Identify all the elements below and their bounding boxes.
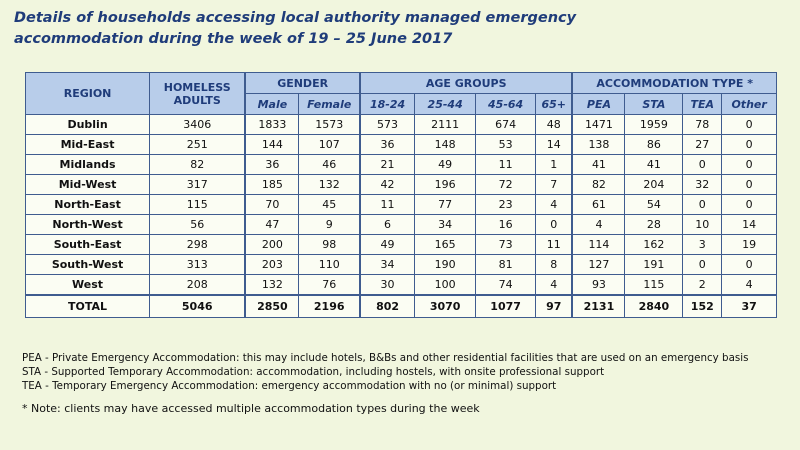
table-row <box>26 215 777 235</box>
tea-cell: 3 <box>683 235 722 255</box>
male-cell: 36 <box>245 155 299 175</box>
age-25-44-cell: 165 <box>415 235 476 255</box>
other-cell: 0 <box>722 115 777 135</box>
gender-header: GENDER <box>245 73 360 94</box>
note-asterisk: * Note: clients may have accessed multiple accommodation types during the week <box>22 402 480 415</box>
region-cell: North-West <box>26 215 150 235</box>
title-line-2: accommodation during the week of 19 – 25 June 2017 <box>14 31 453 47</box>
pea-cell: 4 <box>572 215 625 235</box>
sta-cell: 86 <box>625 135 683 155</box>
pea-cell: 61 <box>572 195 625 215</box>
age-65-plus-cell: 48 <box>536 115 573 135</box>
title-line-1: Details of households accessing local authority managed emergency <box>14 10 577 26</box>
age-65-plus-cell: 14 <box>536 135 573 155</box>
age-45-64-cell: 74 <box>476 275 536 296</box>
tea-cell: 0 <box>683 255 722 275</box>
male-cell: 70 <box>245 195 299 215</box>
age-45-64-cell: 23 <box>476 195 536 215</box>
male-cell: 1833 <box>245 115 299 135</box>
male-cell: 132 <box>245 275 299 296</box>
age-45-64-cell: 72 <box>476 175 536 195</box>
pea-cell: 1471 <box>572 115 625 135</box>
table-row <box>26 155 777 175</box>
age-18-24-cell: 36 <box>360 135 415 155</box>
age-65-plus-cell: 97 <box>536 295 573 318</box>
other-cell: 37 <box>722 295 777 318</box>
tea-cell: 0 <box>683 195 722 215</box>
female-cell: 46 <box>299 155 360 175</box>
age-25-44-cell: 2111 <box>415 115 476 135</box>
age-65-plus-cell: 8 <box>536 255 573 275</box>
footnotes <box>22 351 792 416</box>
age-groups-header: AGE GROUPS <box>360 73 572 94</box>
male-header: Male <box>245 94 299 115</box>
table-row <box>26 135 777 155</box>
female-cell: 110 <box>299 255 360 275</box>
female-cell: 2196 <box>299 295 360 318</box>
pea-cell: 41 <box>572 155 625 175</box>
age-18-24-cell: 30 <box>360 275 415 296</box>
sta-cell: 54 <box>625 195 683 215</box>
pea-cell: 93 <box>572 275 625 296</box>
age-65-plus-cell: 1 <box>536 155 573 175</box>
age-45-64-cell: 53 <box>476 135 536 155</box>
sta-cell: 162 <box>625 235 683 255</box>
male-cell: 47 <box>245 215 299 235</box>
female-header: Female <box>299 94 360 115</box>
table-row <box>26 195 777 215</box>
age-45-64-cell: 73 <box>476 235 536 255</box>
other-cell: 0 <box>722 255 777 275</box>
other-cell: 19 <box>722 235 777 255</box>
age-18-24-header: 18-24 <box>360 94 415 115</box>
age-25-44-cell: 100 <box>415 275 476 296</box>
age-45-64-header: 45-64 <box>476 94 536 115</box>
tea-header: TEA <box>683 94 722 115</box>
region-cell: Mid-West <box>26 175 150 195</box>
homeless-adults-cell: 56 <box>150 215 246 235</box>
age-25-44-cell: 49 <box>415 155 476 175</box>
other-cell: 14 <box>722 215 777 235</box>
accommodation-type-header: ACCOMMODATION TYPE * <box>572 73 776 94</box>
female-cell: 98 <box>299 235 360 255</box>
age-45-64-cell: 674 <box>476 115 536 135</box>
age-45-64-cell: 16 <box>476 215 536 235</box>
table-row <box>26 175 777 195</box>
sta-header: STA <box>625 94 683 115</box>
region-header: REGION <box>26 73 150 115</box>
female-cell: 9 <box>299 215 360 235</box>
other-cell: 0 <box>722 135 777 155</box>
male-cell: 203 <box>245 255 299 275</box>
age-45-64-cell: 81 <box>476 255 536 275</box>
homeless-adults-cell: 251 <box>150 135 246 155</box>
tea-cell: 2 <box>683 275 722 296</box>
sta-cell: 1959 <box>625 115 683 135</box>
female-cell: 1573 <box>299 115 360 135</box>
homeless-adults-cell: 115 <box>150 195 246 215</box>
age-65-plus-header: 65+ <box>536 94 573 115</box>
age-18-24-cell: 802 <box>360 295 415 318</box>
region-cell: West <box>26 275 150 296</box>
tea-cell: 0 <box>683 155 722 175</box>
other-cell: 0 <box>722 175 777 195</box>
age-25-44-cell: 190 <box>415 255 476 275</box>
age-18-24-cell: 34 <box>360 255 415 275</box>
table-row <box>26 235 777 255</box>
region-cell: TOTAL <box>26 295 150 318</box>
age-65-plus-cell: 0 <box>536 215 573 235</box>
region-cell: Dublin <box>26 115 150 135</box>
region-cell: South-West <box>26 255 150 275</box>
table-row <box>26 275 777 296</box>
note-pea: PEA - Private Emergency Accommodation: this may include hotels, B&Bs and other residential facilities that are used on an emergency basis <box>22 352 749 364</box>
age-65-plus-cell: 7 <box>536 175 573 195</box>
age-18-24-cell: 573 <box>360 115 415 135</box>
sta-cell: 2840 <box>625 295 683 318</box>
age-18-24-cell: 21 <box>360 155 415 175</box>
region-cell: North-East <box>26 195 150 215</box>
homeless-adults-cell: 5046 <box>150 295 246 318</box>
age-45-64-cell: 1077 <box>476 295 536 318</box>
male-cell: 144 <box>245 135 299 155</box>
note-tea: TEA - Temporary Emergency Accommodation: emergency accommodation with no (or minimal) support <box>22 380 557 392</box>
age-25-44-cell: 77 <box>415 195 476 215</box>
age-65-plus-cell: 4 <box>536 195 573 215</box>
age-45-64-cell: 11 <box>476 155 536 175</box>
sta-cell: 204 <box>625 175 683 195</box>
age-25-44-cell: 3070 <box>415 295 476 318</box>
pea-cell: 82 <box>572 175 625 195</box>
other-cell: 0 <box>722 195 777 215</box>
homeless-adults-cell: 208 <box>150 275 246 296</box>
pea-header: PEA <box>572 94 625 115</box>
female-cell: 132 <box>299 175 360 195</box>
other-header: Other <box>722 94 777 115</box>
table-row <box>26 115 777 135</box>
tea-cell: 32 <box>683 175 722 195</box>
tea-cell: 152 <box>683 295 722 318</box>
table-row <box>26 255 777 275</box>
homeless-header-line2: ADULTS <box>173 93 221 107</box>
pea-cell: 2131 <box>572 295 625 318</box>
sta-cell: 41 <box>625 155 683 175</box>
age-18-24-cell: 6 <box>360 215 415 235</box>
age-25-44-cell: 34 <box>415 215 476 235</box>
sta-cell: 191 <box>625 255 683 275</box>
sta-cell: 28 <box>625 215 683 235</box>
female-cell: 45 <box>299 195 360 215</box>
homeless-adults-cell: 3406 <box>150 115 246 135</box>
header-row-1 <box>26 73 777 94</box>
age-65-plus-cell: 11 <box>536 235 573 255</box>
page-title <box>14 8 774 50</box>
age-18-24-cell: 49 <box>360 235 415 255</box>
tea-cell: 27 <box>683 135 722 155</box>
pea-cell: 138 <box>572 135 625 155</box>
pea-cell: 114 <box>572 235 625 255</box>
female-cell: 107 <box>299 135 360 155</box>
age-65-plus-cell: 4 <box>536 275 573 296</box>
sta-cell: 115 <box>625 275 683 296</box>
households-table <box>25 72 777 318</box>
region-cell: South-East <box>26 235 150 255</box>
homeless-header-line1: HOMELESS <box>163 80 231 94</box>
other-cell: 0 <box>722 155 777 175</box>
region-cell: Mid-East <box>26 135 150 155</box>
male-cell: 200 <box>245 235 299 255</box>
note-sta: STA - Supported Temporary Accommodation: accommodation, including hostels, with onsite professional support <box>22 366 605 378</box>
homeless-adults-cell: 82 <box>150 155 246 175</box>
age-18-24-cell: 42 <box>360 175 415 195</box>
region-cell: Midlands <box>26 155 150 175</box>
other-cell: 4 <box>722 275 777 296</box>
homeless-adults-cell: 313 <box>150 255 246 275</box>
pea-cell: 127 <box>572 255 625 275</box>
tea-cell: 78 <box>683 115 722 135</box>
age-18-24-cell: 11 <box>360 195 415 215</box>
tea-cell: 10 <box>683 215 722 235</box>
homeless-adults-header <box>150 73 246 115</box>
age-25-44-cell: 148 <box>415 135 476 155</box>
age-25-44-cell: 196 <box>415 175 476 195</box>
male-cell: 2850 <box>245 295 299 318</box>
total-row <box>26 295 777 318</box>
homeless-adults-cell: 298 <box>150 235 246 255</box>
homeless-adults-cell: 317 <box>150 175 246 195</box>
male-cell: 185 <box>245 175 299 195</box>
age-25-44-header: 25-44 <box>415 94 476 115</box>
female-cell: 76 <box>299 275 360 296</box>
